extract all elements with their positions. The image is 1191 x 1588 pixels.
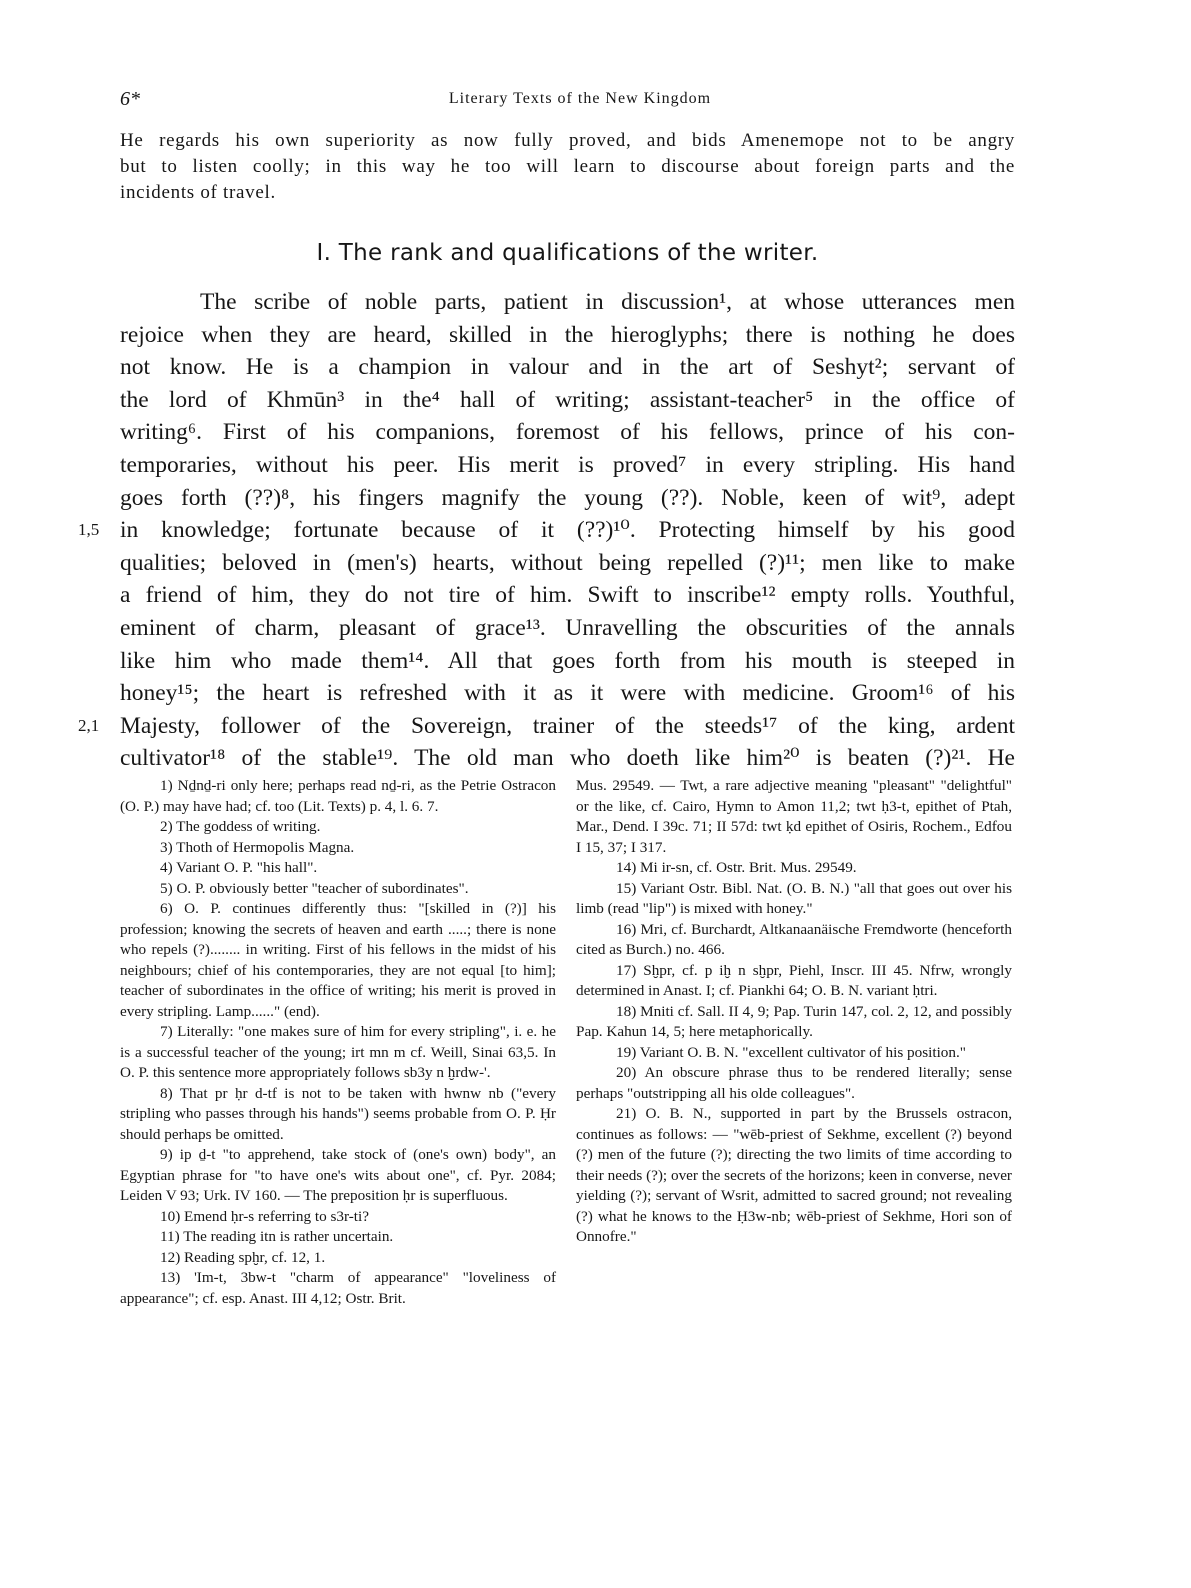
footnote: 3) Thoth of Hermopolis Magna. — [160, 838, 355, 856]
intro-line: but to listen coolly; in this way he too will learn to discourse about foreign parts and the — [120, 156, 1015, 177]
body-line: like him who made them¹⁴. All that goes forth from his mouth is steeped in — [120, 647, 1015, 674]
footnote: 15) Variant Ostr. Bibl. Nat. (O. B. N.) "all that goes out over his limb (read "lip") is mixed with honey." — [576, 879, 1012, 917]
footnote: 17) Sḫpr, cf. p iḫ n sḫpr, Piehl, Inscr. III 45. Nfrw, wrongly determined in Anast. I; cf. Piankhi 64; O. B. N. variant ḥtri. — [576, 961, 1012, 999]
footnote: 19) Variant O. B. N. "excellent cultivator of his position." — [616, 1043, 966, 1061]
body-line: not know. He is a champion in valour and in the art of Seshyt²; servant of — [120, 354, 1015, 381]
footnote: 14) Mi ir-sn, cf. Ostr. Brit. Mus. 29549. — [616, 859, 857, 876]
footnote: 21) O. B. N., supported in part by the Brussels ostracon, continues as follows: — "wēb-priest of Sekhme, excellent (?) beyond (?) men of the future (?); directing the two limits of time according to their needs (?); over the secrets of the horizons; keen in converse, never yielding (?); servant of Wsrit, admitted to sacred ground; not revealing (?) what he knows to the Ḥ3w-nb; wēb-priest of Sekhme, Hori son of Onnofre." — [576, 1105, 1012, 1245]
footnote: 8) That pr ḥr d-tf is not to be taken with hwnw nb ("every stripling who passes through his hands") seems probable from O. P. Ḥr should perhaps be omitted. — [120, 1084, 556, 1143]
body-line: a friend of him, they do not tire of him. Swift to inscribe¹² empty rolls. Youthful, — [120, 582, 1015, 609]
footnote: 16) Mri, cf. Burchardt, Altkanaanäische Fremdworte (henceforth cited as Burch.) no. 466. — [576, 920, 1012, 958]
footnote: 20) An obscure phrase thus to be rendered literally; sense perhaps "outstripping all his olde colleagues". — [576, 1064, 1012, 1102]
section-heading: I. The rank and qualifications of the writer. — [316, 240, 819, 266]
footnote: 9) ip ḏ-t "to apprehend, take stock of (one's own) body", an Egyptian phrase for "to have one's wits about one", cf. Pyr. 2084; Leiden V 93; Urk. IV 160. — The preposition ḥr is superfluous. — [120, 1146, 556, 1204]
footnote: 5) O. P. obviously better "teacher of subordinates". — [160, 879, 469, 897]
body-line: qualities; beloved in (men's) hearts, without being repelled (?)¹¹; men like to make — [120, 549, 1015, 576]
footnote-continued: Mus. 29549. — Twt, a rare adjective meaning "pleasant" "delightful" or the like, cf. Cairo, Hymn to Amon 11,2; twt ḥ3-t, epithet of Ptah, Mar., Dend. I 39c. 71; II 57d: twt ḳd epithet of Osiris, Rochem., Edfou I 15, 37; I 317. — [576, 777, 1012, 856]
body-line: honey¹⁵; the heart is refreshed with it as it were with medicine. Groom¹⁶ of his — [120, 680, 1015, 707]
body-line: temporaries, without his peer. His merit is proved⁷ in every stripling. His hand — [120, 451, 1015, 478]
body-line-with-margin-note — [78, 710, 1015, 743]
footnote: 1) Nḏnḏ-ri only here; perhaps read nḏ-ri, as the Petrie Ostracon (O. P.) may have had; cf. too (Lit. Texts) p. 4, l. 6. 7. — [120, 777, 556, 815]
running-title: Literary Texts of the New Kingdom — [448, 90, 712, 107]
body-line: rejoice when they are heard, skilled in the hieroglyphs; there is nothing he does — [120, 321, 1015, 348]
footnote: 13) 'Im-t, 3bw-t "charm of appearance" "loveliness of appearance"; cf. esp. Anast. III 4,12; Ostr. Brit. — [120, 1269, 556, 1307]
footnotes-left-column — [120, 776, 556, 1309]
body-line: cultivator¹⁸ of the stable¹⁹. The old man who doeth like him²⁰ is beaten (?)²¹. He — [120, 745, 1015, 772]
footnote: 18) Mniti cf. Sall. II 4, 9; Pap. Turin 147, col. 2, 12, and possibly Pap. Kahun 14, 5; here metaphorically. — [576, 1002, 1012, 1040]
margin-line-ref: 2,1 — [78, 715, 100, 735]
footnote: 12) Reading spḫr, cf. 12, 1. — [160, 1248, 326, 1266]
running-head — [120, 88, 1040, 112]
body-line-text: Majesty, follower of the Sovereign, trainer of the steeds¹⁷ of the king, ardent — [120, 712, 1015, 739]
margin-line-ref: 1,5 — [78, 520, 100, 540]
main-text — [78, 286, 1015, 775]
footnote: 4) Variant O. P. "his hall". — [160, 859, 318, 876]
body-line: The scribe of noble parts, patient in discussion¹, at whose utterances men — [200, 289, 1015, 315]
intro-paragraph — [120, 128, 1015, 206]
footnote: 11) The reading itn is rather uncertain. — [160, 1228, 394, 1245]
footnote: 2) The goddess of writing. — [160, 818, 321, 835]
footnote: 10) Emend ḥr-s referring to s3r-ti? — [160, 1207, 369, 1225]
footnote: 6) O. P. continues differently thus: "[skilled in (?)] his profession; knowing the secrets of heaven and earth .....; there is none who repels (?)........ in writing. First of his fellows in the midst of his neighbours; chief of his contemporaries, they are not equal [to him]; teacher of subordinates in the office of writing; his merit is proved in every stripling. Lamp......" (end). — [120, 900, 556, 1020]
body-line-with-margin-note — [78, 514, 1015, 547]
footnote: 7) Literally: "one makes sure of him for every stripling", i. e. he is a successful teacher of the young; irt mn m cf. Weill, Sinai 63,5. In O. P. this sentence more appropriately follows sb3y n ḫrdw-'. — [120, 1023, 556, 1081]
body-line: the lord of Khmūn³ in the⁴ hall of writing; assistant-teacher⁵ in the office of — [120, 386, 1015, 413]
page-number: 6* — [120, 88, 140, 110]
intro-line: He regards his own superiority as now fully proved, and bids Amenemope not to be angry — [120, 130, 1015, 151]
footnotes-right-column — [576, 776, 1012, 1248]
body-line: writing⁶. First of his companions, foremost of his fellows, prince of his con- — [120, 419, 1015, 446]
body-line: goes forth (??)⁸, his fingers magnify the young (??). Noble, keen of wit⁹, adept — [120, 484, 1015, 511]
body-line: eminent of charm, pleasant of grace¹³. Unravelling the obscurities of the annals — [120, 614, 1015, 641]
body-line-text: in knowledge; fortunate because of it (??)¹⁰. Protecting himself by his good — [120, 517, 1015, 544]
intro-line: incidents of travel. — [120, 182, 276, 203]
